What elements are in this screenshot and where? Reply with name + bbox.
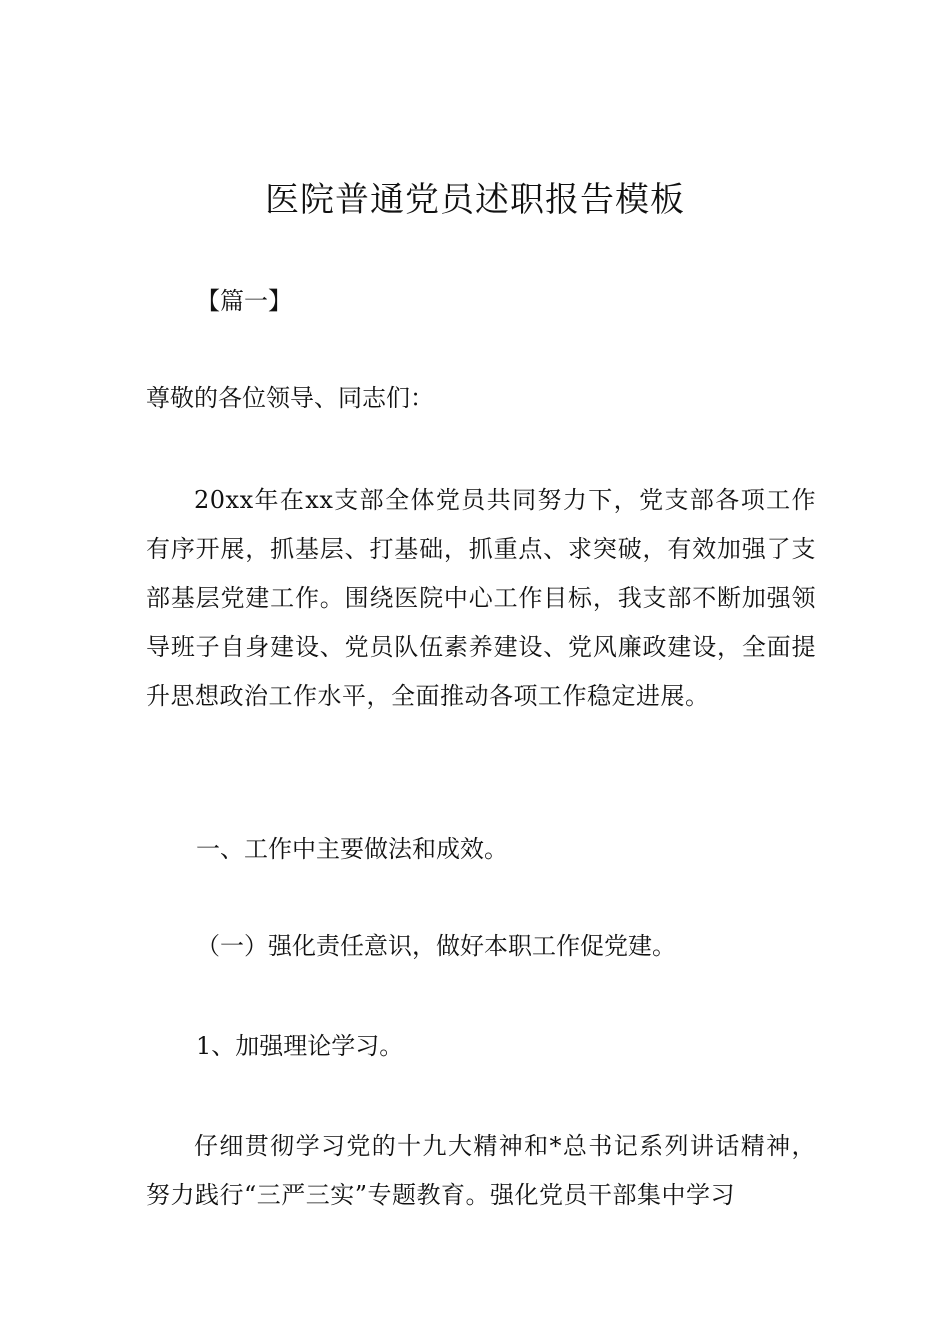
section-label: 【篇一】 xyxy=(196,287,292,315)
subsection-heading: （一）强化责任意识，做好本职工作促党建。 xyxy=(196,932,676,960)
section-heading: 一、工作中主要做法和成效。 xyxy=(196,835,508,863)
document-title: 医院普通党员述职报告模板 xyxy=(265,180,685,220)
study-paragraph: 仔细贯彻学习党的十九大精神和*总书记系列讲话精神，努力践行“三严三实”专题教育。强化党员干部集中学习 xyxy=(146,1132,816,1209)
salutation: 尊敬的各位领导、同志们： xyxy=(146,384,434,412)
intro-paragraph: 20xx年在xx支部全体党员共同努力下，党支部各项工作有序开展，抓基层、打基础，抓重点、求突破，有效加强了支部基层党建工作。围绕医院中心工作目标，我支部不断加强领导班子自身建设、党员队伍素养建设、党风廉政建设，全面提升思想政治工作水平，全面推动各项工作稳定进展。 xyxy=(146,486,816,710)
item-heading: 1、加强理论学习。 xyxy=(196,1032,404,1060)
